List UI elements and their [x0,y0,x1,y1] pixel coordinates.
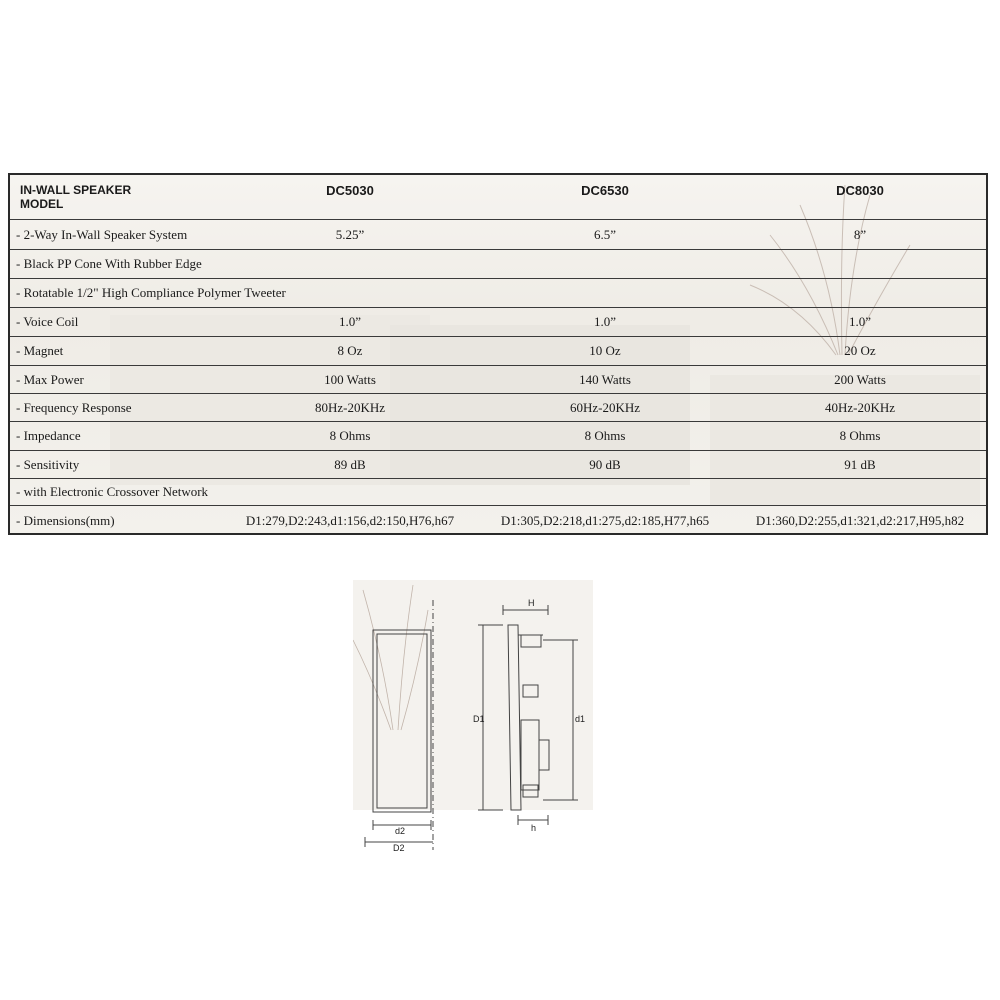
header-label [20,183,131,211]
row-label: - with Electronic Crossover Network [16,484,209,499]
cell-dc6530: 90 dB [589,456,621,472]
model-dc6530: DC6530 [581,183,629,198]
row-label: - Impedance [16,428,81,443]
cell-dc6530: 1.0” [593,314,617,329]
cell-dc8030: 1.0” [848,314,872,329]
label-d2: d2 [395,826,406,836]
cell-dc6530: 8 Ohms [584,428,626,443]
table-row [10,451,986,479]
label-d1: d1 [575,714,586,724]
table-row [10,394,986,422]
row-label: - Magnet [16,343,64,358]
cell-dc6530: 140 Watts [579,371,631,387]
label-D1: D1 [473,714,485,724]
cell-dc6530: 6.5” [593,226,617,242]
table-row [10,422,986,451]
model-dc8030: DC8030 [836,183,884,198]
cell-dc8030: 40Hz-20KHz [824,399,896,415]
cell-dc5030: 8 Ohms [329,428,371,443]
row-label: - 2-Way In-Wall Speaker System [16,226,188,242]
cell-dc5030: 100 Watts [324,371,376,387]
row-label: - Voice Coil [16,314,79,329]
row-label: - Max Power [16,371,84,387]
row-label: - Frequency Response [16,399,132,415]
cell-dc6530: D1:305,D2:218,d1:275,d2:185,H77,h65 [500,512,710,528]
header-row [10,175,986,220]
label-H: H [528,598,535,608]
table-row [10,279,986,308]
cell-dc8030: 8” [853,226,867,242]
label-h: h [531,823,537,833]
cell-dc8030: 200 Watts [834,371,886,387]
cell-dc5030: D1:279,D2:243,d1:156,d2:150,H76,h67 [245,512,455,528]
table-row [10,220,986,250]
cell-dc5030: 1.0” [338,314,362,329]
row-label: - Dimensions(mm) [16,512,115,528]
row-label: - Sensitivity [16,456,80,472]
table-row [10,479,986,506]
cell-dc5030: 89 dB [334,456,366,472]
row-label: - Black PP Cone With Rubber Edge [16,256,202,271]
header-label-line1: IN-WALL SPEAKER [20,183,132,197]
cell-dc8030: D1:360,D2:255,d1:321,d2:217,H95,h82 [755,512,965,528]
table-row [10,250,986,279]
cell-dc6530: 10 Oz [589,343,621,358]
cell-dc8030: 91 dB [844,456,876,472]
table-row [10,506,986,535]
header-label-line2: MODEL [20,197,64,211]
cell-dc8030: 8 Ohms [839,428,881,443]
model-dc5030: DC5030 [326,183,374,198]
cell-dc5030: 8 Oz [337,343,363,358]
table-row [10,308,986,337]
cell-dc6530: 60Hz-20KHz [569,399,641,415]
dimension-drawing [353,580,593,855]
cell-dc8030: 20 Oz [844,343,876,358]
cell-dc5030: 80Hz-20KHz [314,399,386,415]
spec-table [8,173,988,535]
dimension-diagram [353,580,593,855]
label-D2: D2 [393,843,405,853]
table-row [10,337,986,366]
cell-dc5030: 5.25” [335,226,365,242]
table-row [10,366,986,394]
row-label: - Rotatable 1/2" High Compliance Polymer Tweeter [16,285,286,300]
